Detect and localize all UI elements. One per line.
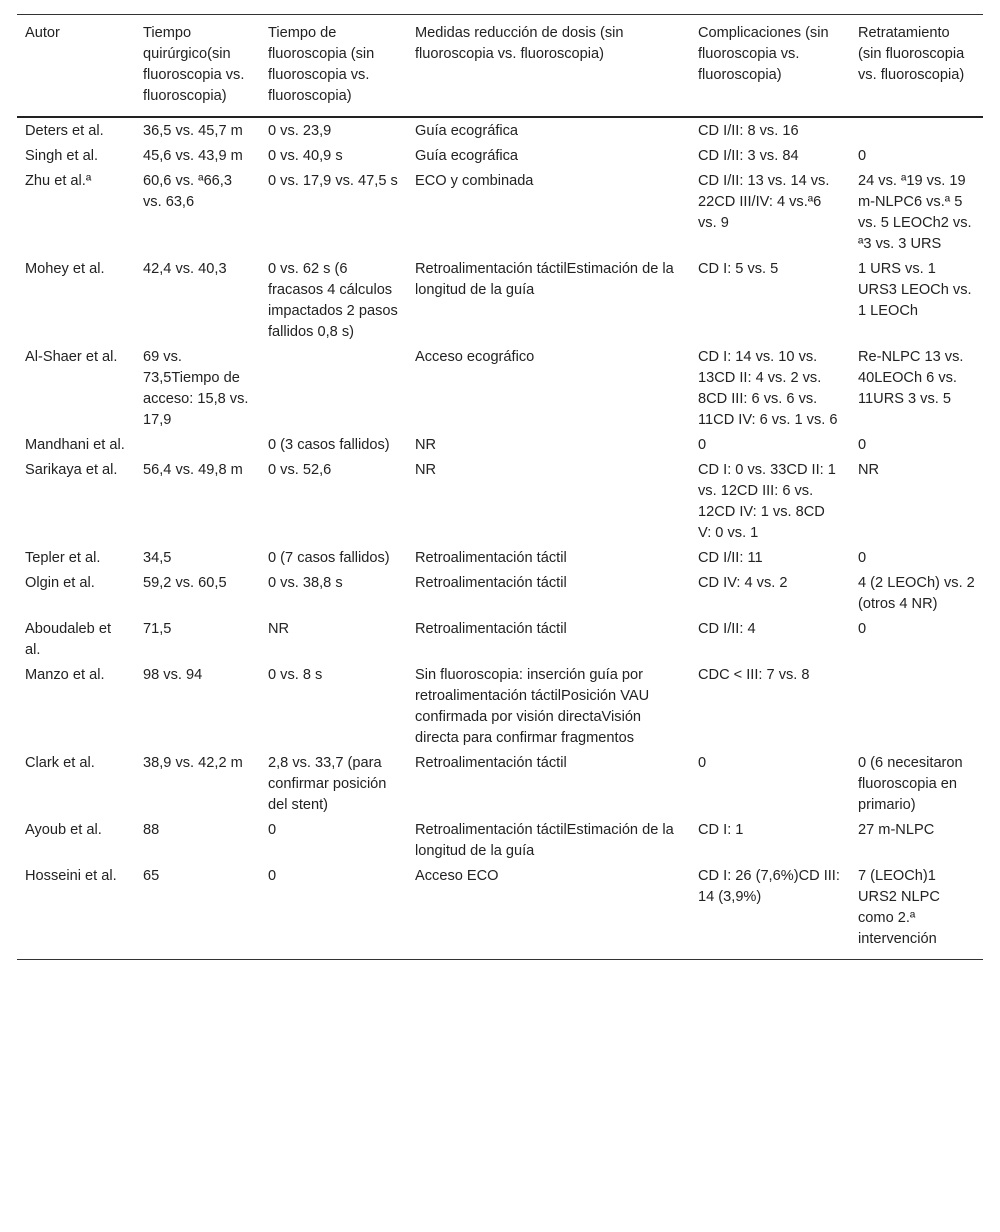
cell-autor: Mohey et al. [25, 261, 105, 277]
table-row [17, 117, 983, 143]
cell-complicaciones: 0 [698, 437, 707, 453]
cell-retratamiento: 0 [858, 550, 867, 566]
cell-tiempo-quirurgico: 71,5 [143, 621, 172, 637]
cell-tiempo-fluoroscopia: NR [268, 621, 290, 637]
cell-medidas: Retroalimentación táctilEstimación de la longitud de la guía [415, 822, 674, 859]
table-row [17, 616, 983, 662]
table-header [17, 15, 983, 118]
cell-retratamiento [850, 662, 983, 750]
cell-tiempo-fluoroscopia: 0 vs. 17,9 vs. 47,5 s [268, 173, 398, 189]
table-row [17, 545, 983, 570]
cell-medidas: Acceso ecográfico [415, 349, 535, 365]
cell-tiempo-fluoroscopia [260, 344, 407, 432]
table-row [17, 662, 983, 750]
cell-retratamiento: 7 (LEOCh)1 URS2 NLPC como 2.ª intervención [850, 863, 983, 960]
cell-medidas: NR [415, 437, 437, 453]
cell-tiempo-quirurgico: 42,4 vs. 40,3 [143, 261, 227, 277]
cell-autor: Aboudaleb et al. [25, 621, 112, 658]
cell-retratamiento: 1 URS vs. 1 URS3 LEOCh vs. 1 LEOCh [858, 261, 972, 319]
cell-complicaciones: CD I/II: 3 vs. 84 [698, 148, 799, 164]
cell-autor: Zhu et al.ª [25, 173, 92, 189]
cell-medidas: Retroalimentación táctil [415, 621, 567, 637]
cell-autor: Sarikaya et al. [25, 462, 118, 478]
cell-autor: Clark et al. [25, 755, 95, 771]
header-autor: Autor [17, 15, 135, 118]
cell-complicaciones: 0 [698, 755, 707, 771]
cell-tiempo-quirurgico: 36,5 vs. 45,7 m [143, 123, 243, 139]
cell-complicaciones: CD I: 26 (7,6%)CD III: 14 (3,9%) [690, 863, 850, 960]
cell-medidas: Sin fluoroscopia: inserción guía por retroalimentación táctilPosición VAU confirmada por visión directaVisión directa para confirmar fragmentos [415, 667, 650, 746]
cell-tiempo-quirurgico: 69 vs. 73,5Tiempo de acceso: 15,8 vs. 17,9 [143, 349, 249, 428]
cell-tiempo-fluoroscopia: 0 [268, 822, 277, 838]
cell-retratamiento: 0 [858, 148, 867, 164]
cell-tiempo-quirurgico: 34,5 [143, 550, 172, 566]
header-tiempo-fluoroscopia: Tiempo de fluoroscopia (sin fluoroscopia vs. fluoroscopia) [260, 15, 407, 118]
cell-retratamiento [850, 117, 983, 143]
cell-autor: Mandhani et al. [25, 437, 125, 453]
cell-tiempo-fluoroscopia: 2,8 vs. 33,7 (para confirmar posición del stent) [268, 755, 387, 813]
cell-tiempo-fluoroscopia: 0 vs. 62 s (6 fracasos 4 cálculos impactados 2 pasos fallidos 0,8 s) [268, 261, 398, 340]
cell-autor: Al-Shaer et al. [25, 349, 118, 365]
table-row [17, 457, 983, 545]
cell-medidas: Retroalimentación táctil [415, 575, 567, 591]
cell-complicaciones: CD I/II: 8 vs. 16 [698, 123, 799, 139]
cell-tiempo-fluoroscopia: 0 (3 casos fallidos) [268, 437, 390, 453]
cell-medidas: ECO y combinada [415, 173, 534, 189]
header-row [17, 15, 983, 118]
cell-tiempo-quirurgico: 65 [135, 863, 260, 960]
cell-complicaciones: CD I/II: 13 vs. 14 vs. 22CD III/IV: 4 vs.ª6 vs. 9 [698, 173, 830, 231]
table-row [17, 817, 983, 863]
cell-retratamiento: 0 [858, 437, 867, 453]
cell-tiempo-quirurgico: 59,2 vs. 60,5 [143, 575, 227, 591]
cell-complicaciones: CD I/II: 4 [698, 621, 756, 637]
cell-retratamiento: 27 m-NLPC [858, 822, 935, 838]
cell-autor: Manzo et al. [25, 667, 105, 683]
cell-retratamiento: 4 (2 LEOCh) vs. 2 (otros 4 NR) [858, 575, 975, 612]
table-row [17, 570, 983, 616]
cell-tiempo-fluoroscopia: 0 vs. 8 s [268, 667, 323, 683]
cell-complicaciones: CD I: 0 vs. 33CD II: 1 vs. 12CD III: 6 vs. 12CD IV: 1 vs. 8CD V: 0 vs. 1 [698, 462, 836, 541]
table-row [17, 256, 983, 344]
table-row [17, 750, 983, 817]
cell-autor: Singh et al. [25, 148, 99, 164]
cell-autor: Deters et al. [25, 123, 104, 139]
header-complicaciones: Complicaciones (sin fluoroscopia vs. fluoroscopia) [690, 15, 850, 118]
cell-tiempo-quirurgico: 88 [143, 822, 160, 838]
cell-tiempo-fluoroscopia: 0 (7 casos fallidos) [268, 550, 390, 566]
cell-medidas: Retroalimentación táctilEstimación de la longitud de la guía [415, 261, 674, 298]
cell-medidas: Guía ecográfica [415, 123, 519, 139]
cell-autor: Olgin et al. [25, 575, 95, 591]
table-row [17, 432, 983, 457]
header-medidas-reduccion: Medidas reducción de dosis (sin fluoroscopia vs. fluoroscopia) [407, 15, 690, 118]
cell-tiempo-quirurgico: 56,4 vs. 49,8 m [143, 462, 243, 478]
cell-retratamiento: 0 (6 necesitaron fluoroscopia en primario) [858, 755, 963, 813]
cell-medidas: Retroalimentación táctil [415, 550, 567, 566]
cell-retratamiento: 0 [858, 621, 867, 637]
table-row [17, 344, 983, 432]
cell-complicaciones: CD I: 1 [698, 822, 744, 838]
cell-autor: Hosseini et al. [17, 863, 135, 960]
results-table [17, 14, 983, 960]
cell-retratamiento: NR [858, 462, 880, 478]
cell-tiempo-quirurgico: 98 vs. 94 [143, 667, 203, 683]
table-row [17, 863, 983, 960]
cell-tiempo-quirurgico [135, 432, 260, 457]
cell-medidas: Acceso ECO [407, 863, 690, 960]
cell-retratamiento: Re-NLPC 13 vs. 40LEOCh 6 vs. 11URS 3 vs. 5 [858, 349, 964, 407]
cell-autor: Tepler et al. [25, 550, 101, 566]
cell-complicaciones: CD I: 14 vs. 10 vs. 13CD II: 4 vs. 2 vs. 8CD III: 6 vs. 6 vs. 11CD IV: 6 vs. 1 vs. 6 [698, 349, 838, 428]
cell-retratamiento: 24 vs. ª19 vs. 19 m-NLPC6 vs.ª 5 vs. 5 LEOCh2 vs. ª3 vs. 3 URS [858, 173, 972, 252]
cell-tiempo-fluoroscopia: 0 vs. 23,9 [268, 123, 332, 139]
cell-complicaciones: CD I/II: 11 [698, 550, 763, 566]
cell-medidas: Retroalimentación táctil [415, 755, 567, 771]
cell-autor: Ayoub et al. [25, 822, 102, 838]
table-row [17, 168, 983, 256]
table-body [17, 117, 983, 960]
cell-tiempo-fluoroscopia: 0 vs. 52,6 [268, 462, 332, 478]
header-tiempo-quirurgico: Tiempo quirúrgico(sin fluoroscopia vs. fluoroscopia) [135, 15, 260, 118]
cell-tiempo-quirurgico: 45,6 vs. 43,9 m [143, 148, 243, 164]
cell-complicaciones: CD I: 5 vs. 5 [698, 261, 779, 277]
cell-tiempo-fluoroscopia: 0 [260, 863, 407, 960]
cell-tiempo-quirurgico: 38,9 vs. 42,2 m [143, 755, 243, 771]
cell-tiempo-fluoroscopia: 0 vs. 38,8 s [268, 575, 343, 591]
cell-tiempo-quirurgico: 60,6 vs. ª66,3 vs. 63,6 [143, 173, 232, 210]
cell-tiempo-fluoroscopia: 0 vs. 40,9 s [268, 148, 343, 164]
cell-medidas: Guía ecográfica [415, 148, 519, 164]
cell-complicaciones: CDC < III: 7 vs. 8 [698, 667, 810, 683]
table-row [17, 143, 983, 168]
header-retratamiento: Retratamiento (sin fluoroscopia vs. fluoroscopia) [850, 15, 983, 118]
cell-medidas: NR [415, 462, 437, 478]
cell-complicaciones: CD IV: 4 vs. 2 [698, 575, 788, 591]
